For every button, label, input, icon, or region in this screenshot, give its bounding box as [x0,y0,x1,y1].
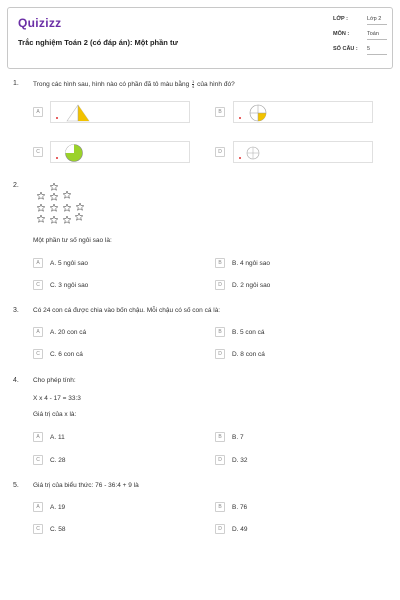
option-letter-badge: B [215,432,225,442]
circle-mostly-shaded-icon [63,143,85,163]
worksheet-title: Trắc nghiệm Toán 2 (có đáp án): Một phần tư [18,38,178,47]
option-text: B. 76 [232,503,248,511]
option-text: C. 58 [50,525,66,533]
star-icon [76,203,84,210]
question-4-expression: X x 4 - 17 = 33:3 [33,395,81,402]
option-text: C. 6 con cá [50,350,83,358]
option-letter-badge: D [215,524,225,534]
star-icon [50,216,58,223]
question-4-option-c[interactable] [33,455,66,465]
option-a-image-box[interactable] [50,101,190,123]
quizizz-logo: Quizizz [18,16,62,30]
star-icon [37,204,45,211]
star-icon [50,183,58,190]
option-text: A. 20 con cá [50,328,87,336]
question-4-number: 4. [13,377,19,384]
option-letter-badge: B [215,107,225,117]
question-5-option-d[interactable] [215,524,248,534]
option-letter-badge: B [215,258,225,268]
option-letter-badge: A [33,258,43,268]
question-4-text: Cho phép tính: [33,377,76,384]
question-2-option-c[interactable] [33,280,88,290]
star-icon [50,204,58,211]
option-text: D. 2 ngôi sao [232,281,271,289]
option-text: D. 49 [232,525,248,533]
option-text: B. 5 con cá [232,328,265,336]
option-text: C. 28 [50,456,66,464]
question-1-option-a[interactable] [33,107,43,117]
option-text: A. 11 [50,433,65,441]
meta-label-class: LỚP : [333,16,348,22]
question-4-option-d[interactable] [215,455,248,465]
question-4-subtext: Giá trị của x là: [33,411,77,418]
option-b-image-box[interactable] [233,101,373,123]
red-dot-marker [56,117,58,119]
option-letter-badge: D [215,147,225,157]
option-text: A. 19 [50,503,66,511]
option-text: A. 5 ngôi sao [50,259,88,267]
circle-quartered-icon [244,144,262,162]
meta-value-count: 5 [367,46,387,55]
question-5-text: Giá trị của biểu thức: 76 - 36:4 + 9 là [33,482,139,489]
question-3-option-c[interactable] [33,349,83,359]
stars-figure [33,182,91,230]
option-letter-badge: C [33,524,43,534]
question-2-option-a[interactable] [33,258,88,268]
option-letter-badge: C [33,349,43,359]
question-4-option-b[interactable] [215,432,244,442]
star-icon [75,213,83,220]
question-4-option-a[interactable] [33,432,65,442]
option-text: B. 4 ngôi sao [232,259,270,267]
option-letter-badge: A [33,432,43,442]
question-2-option-d[interactable] [215,280,270,290]
option-letter-badge: B [215,502,225,512]
question-1-text-before: Trong các hình sau, hình nào có phần đã tô màu bằng [33,81,190,89]
option-d-image-box[interactable] [233,141,373,163]
red-dot-marker [239,117,241,119]
option-text: D. 8 con cá [232,350,265,358]
option-letter-badge: C [33,147,43,157]
question-5-number: 5. [13,482,19,489]
question-2-option-b[interactable] [215,258,270,268]
meta-value-class: Lớp 2 [367,16,387,25]
question-3-text: Có 24 con cá được chia vào bốn chậu. Mỗi chậu có số con cá là: [33,307,221,314]
option-text: D. 32 [232,456,248,464]
question-1-number: 1. [13,80,19,87]
question-3-option-a[interactable] [33,327,86,337]
red-dot-marker [56,157,58,159]
question-5-option-b[interactable] [215,502,247,512]
question-5-option-c[interactable] [33,524,66,534]
question-2-number: 2. [13,182,19,189]
circle-quarter-shaded-icon [248,103,268,123]
option-letter-badge: A [33,502,43,512]
star-icon [63,204,71,211]
question-3-option-d[interactable] [215,349,265,359]
star-icon [50,193,58,200]
question-1-text [33,80,235,89]
option-letter-badge: D [215,455,225,465]
meta-label-count: SỐ CÂU : [333,46,358,52]
question-5-option-a[interactable] [33,502,65,512]
option-text: B. 7 [232,433,244,441]
question-2-text: Một phần tư số ngôi sao là: [33,237,112,244]
red-dot-marker [239,157,241,159]
option-c-image-box[interactable] [50,141,190,163]
triangle-shaded-icon [63,103,93,123]
star-icon [63,191,71,198]
fraction-denominator: 4 [192,84,195,89]
question-1-option-b[interactable] [215,107,225,117]
fraction-numerator: 1 [192,79,195,84]
question-3-number: 3. [13,307,19,314]
option-letter-badge: B [215,327,225,337]
option-letter-badge: C [33,455,43,465]
question-1-option-c[interactable] [33,147,43,157]
meta-value-subject: Toán [367,31,387,40]
option-text: C. 3 ngôi sao [50,281,89,289]
question-3-option-b[interactable] [215,327,265,337]
question-1-option-d[interactable] [215,147,225,157]
star-icon [37,215,45,222]
question-1-text-after: của hình đó? [197,81,235,89]
fraction-one-quarter [192,80,194,89]
option-letter-badge: A [33,107,43,117]
meta-label-subject: MÔN : [333,31,350,37]
star-icon [37,192,45,199]
option-letter-badge: D [215,280,225,290]
option-letter-badge: A [33,327,43,337]
option-letter-badge: C [33,280,43,290]
option-letter-badge: D [215,349,225,359]
star-icon [63,216,71,223]
